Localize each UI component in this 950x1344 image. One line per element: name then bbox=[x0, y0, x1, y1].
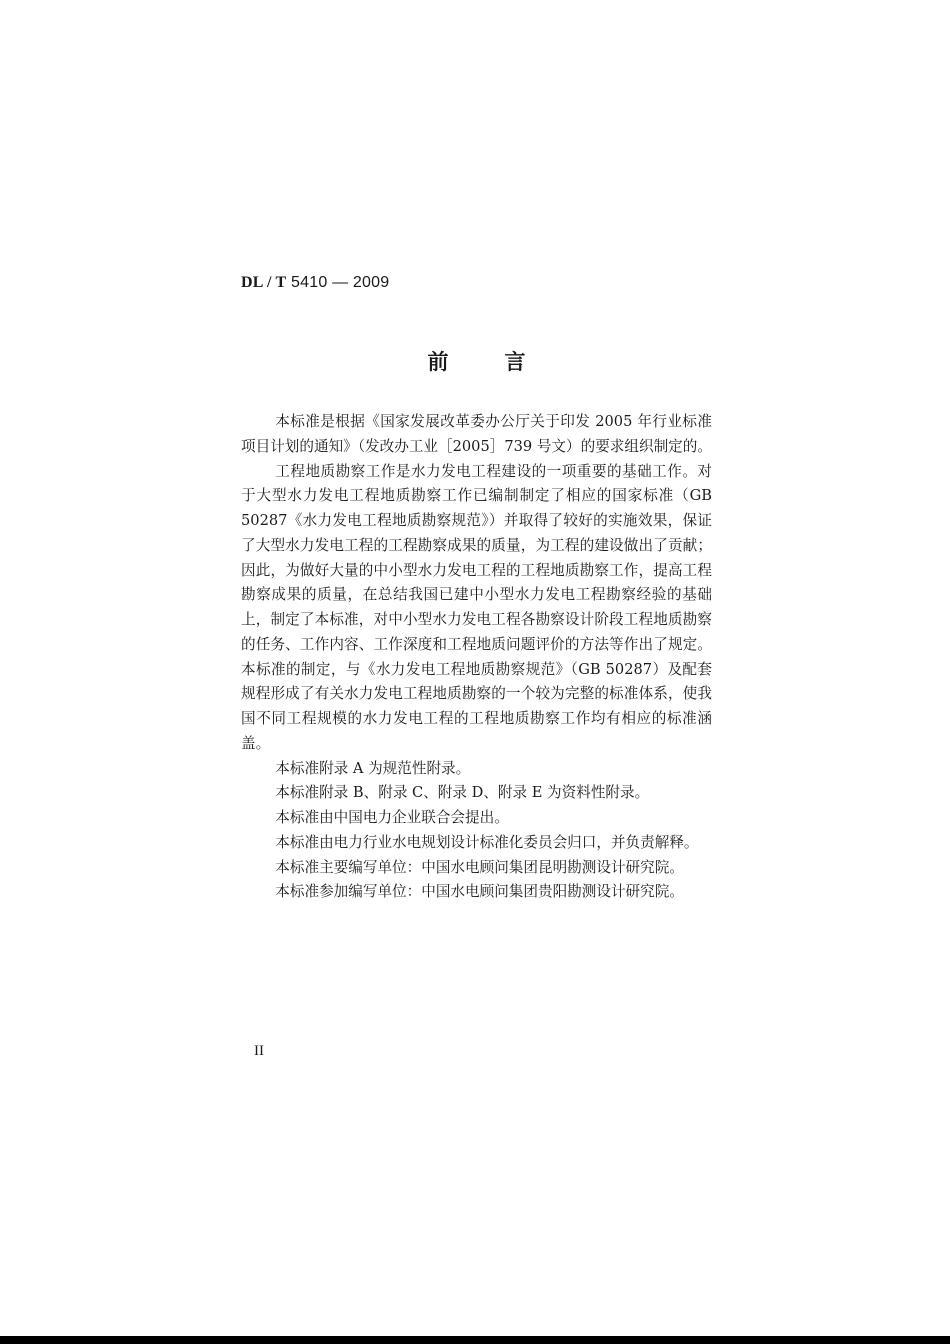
paragraph-participating-drafter: 本标准参加编写单位：中国水电顾问集团贵阳勘测设计研究院。 bbox=[275, 883, 684, 901]
paragraph-administrator: 本标准由电力行业水电规划设计标准化委员会归口，并负责解释。 bbox=[275, 833, 699, 851]
paragraph-appendix-a: 本标准附录 A 为规范性附录。 bbox=[275, 759, 471, 777]
title-part-1: 前 bbox=[427, 350, 449, 374]
paragraph-basis: 本标准是根据《国家发展改革委办公厅关于印发 2005 年行业标准项目计划的通知》（发改办工业［2005］739 号文）的要求组织制定的。 bbox=[241, 413, 712, 455]
foreword-body bbox=[241, 410, 712, 905]
paragraph-appendix-b-e: 本标准附录 B、附录 C、附录 D、附录 E 为资料性附录。 bbox=[275, 784, 650, 802]
title-part-2: 言 bbox=[504, 350, 526, 374]
page-number: II bbox=[254, 1043, 264, 1059]
standard-code bbox=[241, 274, 389, 292]
paragraph-proposer: 本标准由中国电力企业联合会提出。 bbox=[275, 809, 509, 826]
standard-code-number: 5410 — 2009 bbox=[291, 274, 390, 291]
paragraph-background: 工程地质勘察工作是水力发电工程建设的一项重要的基础工作。对于大型水力发电工程地质勘察工作已编制制定了相应的国家标准（GB 50287《水力发电工程地质勘察规范》）并取得了较好的实施效果，保证了大型水力发电工程的工程勘察成果的质量，为工程的建设做出了贡献；因此，为做好大量的中小型水力发电工程的工程地质勘察工作，提高工程勘察成果的质量，在总结我国已建中小型水力发电工程勘察经验的基础上，制定了本标准，对中小型水力发电工程各勘察设计阶段工程地质勘察的任务、工作内容、工作深度和工程地质问题评价的方法等作出了规定。本标准的制定，与《水力发电工程地质勘察规范》（GB 50287）及配套规程形成了有关水力发电工程地质勘察的一个较为完整的标准体系，使我国不同工程规模的水力发电工程的工程地质勘察工作均有相应的标准涵盖。 bbox=[241, 462, 712, 752]
bottom-border bbox=[0, 1336, 950, 1344]
page-title bbox=[241, 346, 712, 376]
paragraph-main-drafter: 本标准主要编写单位：中国水电顾问集团昆明勘测设计研究院。 bbox=[275, 858, 684, 876]
standard-code-prefix: DL / T bbox=[241, 274, 287, 291]
